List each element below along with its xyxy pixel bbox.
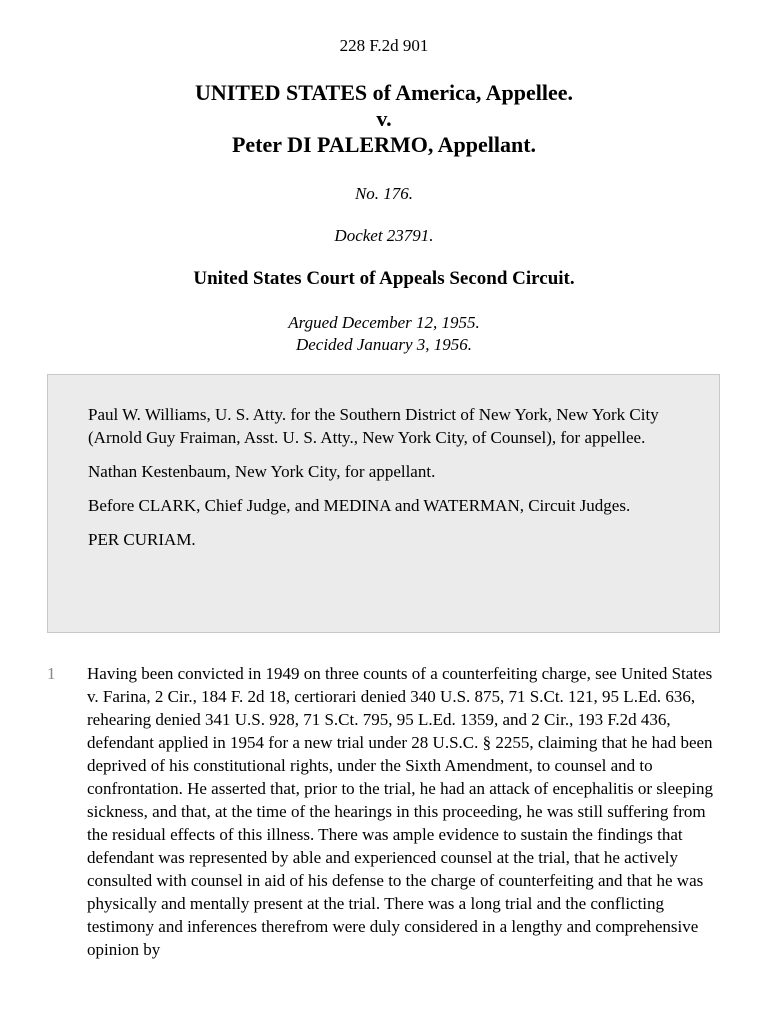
versus-label: v. — [376, 106, 392, 131]
appellant-counsel: Nathan Kestenbaum, New York City, for appellant. — [88, 462, 436, 481]
paragraph-number: 1 — [47, 664, 56, 683]
case-citation: 228 F.2d 901 — [339, 36, 429, 55]
paragraph-text: Having been convicted in 1949 on three counts of a counterfeiting charge, see United States v. Farina, 2 Cir., 184 F. 2d 18, certiorari denied 340 U.S. 875, 71 S.Ct. 121, 95 L.Ed. 636, rehearing denied 341 U.S. 928, 71 S.Ct. 795, 95 L.Ed. 1359, and 2 Cir., 193 F.2d 436, defendant applied in 1954 for a new trial under 28 U.S.C. § 2255, claiming that he had been deprived of his constitutional rights, under the Sixth Amendment, to counsel and to confrontation. He asserted that, prior to the trial, he had an attack of encephalitis or sleeping sickness, and that, at the time of the hearings in this proceeding, he was still suffering from the residual effects of this illness. There was ample evidence to sustain the findings that defendant was represented by able and experienced counsel at the trial, that he actively consulted with counsel in aid of his defense to the charge of counterfeiting and that he was physically and mentally present at the trial. There was a long trial and the conflicting testimony and inferences therefrom were duly considered in a lengthy and comprehensive opinion by — [87, 664, 713, 959]
judges-panel: Before CLARK, Chief Judge, and MEDINA and WATERMAN, Circuit Judges. — [88, 496, 631, 515]
appellant-name: Peter DI PALERMO, Appellant. — [231, 132, 537, 157]
appellee-counsel: Paul W. Williams, U. S. Atty. for the Southern District of New York, New York City (Arnold Guy Fraiman, Asst. U. S. Atty., New York City, of Counsel), for appellee. — [88, 405, 659, 447]
case-caption — [0, 80, 768, 158]
argued-date: Argued December 12, 1955. — [288, 313, 480, 332]
decided-date: Decided January 3, 1956. — [295, 335, 473, 354]
docket-number: Docket 23791. — [334, 226, 434, 245]
court-name: United States Court of Appeals Second Circuit. — [193, 268, 575, 289]
case-dates — [0, 312, 768, 356]
case-number: No. 176. — [354, 184, 414, 203]
per-curiam-label: PER CURIAM. — [88, 530, 196, 549]
counsel-box — [47, 374, 720, 633]
appellee-name: UNITED STATES of America, Appellee. — [194, 80, 574, 105]
